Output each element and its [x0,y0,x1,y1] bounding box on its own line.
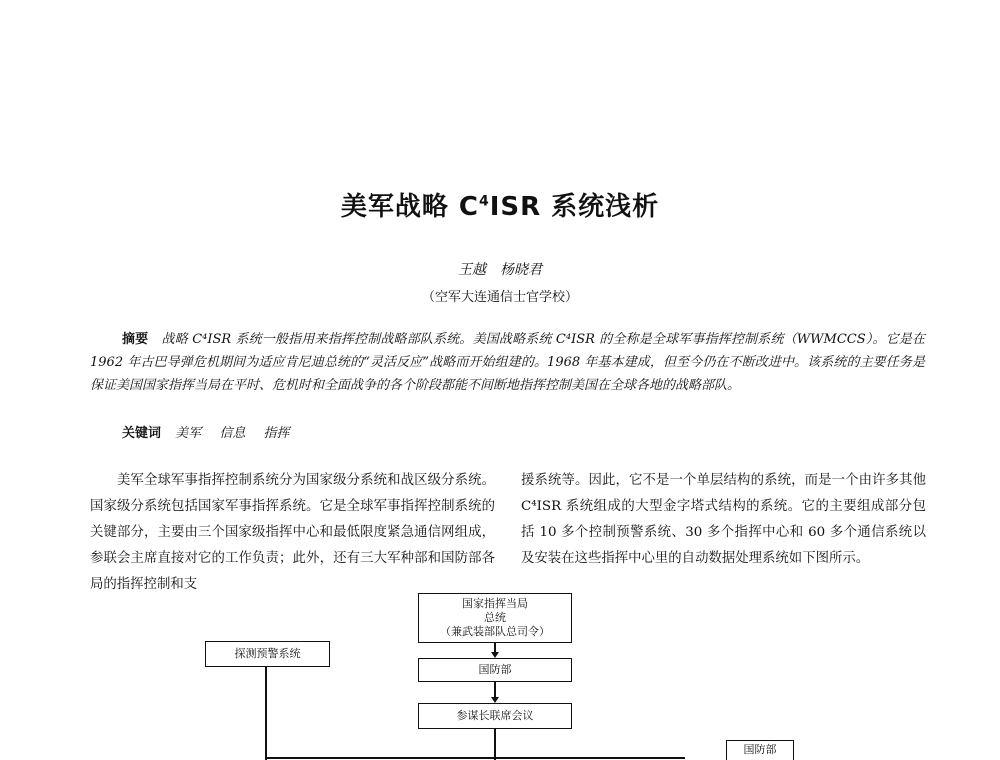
nca-line: （兼武装部队总司令） [440,625,550,638]
affiliation: （空军大连通信士官学校） [421,290,578,305]
body-paragraph: 援系统等。因此，它不是一个单层结构的系统，而是一个由许多其他 C⁴ISR 系统组成的大型金字塔式结构的系统。它的主要组成部分包括 10 多个控制预警系统、30 多个指挥中心和 60 多个通信系统以及安装在这些指挥中心里的自动数据处理系统如下图所示。 [521,473,926,566]
keywords [122,422,303,441]
keywords-label: 关键词 [122,426,162,441]
authors: 王越 杨晓君 [458,262,542,278]
abstract-label: 摘要 [122,332,149,347]
abstract [90,328,925,397]
keyword: 美军 [175,426,202,441]
nca-box [418,593,572,643]
connector-line [265,667,267,760]
body-paragraph: 美军全球军事指挥控制系统分为国家级分系统和战区级分系统。国家级分系统包括国家军事指挥系统。它是全球军事指挥控制系统的关键部分，主要由三个国家级指挥中心和最低限度紧急通信网组成，参联会主席直接对它的工作负责；此外，还有三大军种部和国防部各局的指挥控制和支 [90,473,495,592]
nca-line: 总统 [484,611,506,624]
keyword: 指挥 [263,426,290,441]
body-column-left [90,468,495,598]
jcs-box: 参谋长联席会议 [418,703,572,729]
connector-line [265,757,685,759]
paper-title: 美军战略 $C^4ISR$ 系统浅析 [340,192,660,222]
dod-right-box: 国防部 [726,740,794,760]
dod-box: 国防部 [418,658,572,682]
connector-line [494,729,496,760]
warning-system-box: 探测预警系统 [205,641,330,667]
body-column-right [521,468,926,572]
abstract-text: 战略 C⁴ISR 系统一般指用来指挥控制战略部队系统。美国战略系统 C⁴ISR 的全称是全球军事指挥控制系统（WWMCCS）。它是在 1962 年古巴导弹危机期间为适应肯尼迪总统的“灵活反应”战略而开始组建的。1968 年基本建成，但至今仍在不断改进中。该系统的主要任务是保证美国国家指挥当局在平时、危机时和全面战争的各个阶段都能不间断地指挥控制美国在全球各地的战略部队。 [90,332,925,393]
keyword: 信息 [219,426,246,441]
nca-line: 国家指挥当局 [462,597,528,610]
